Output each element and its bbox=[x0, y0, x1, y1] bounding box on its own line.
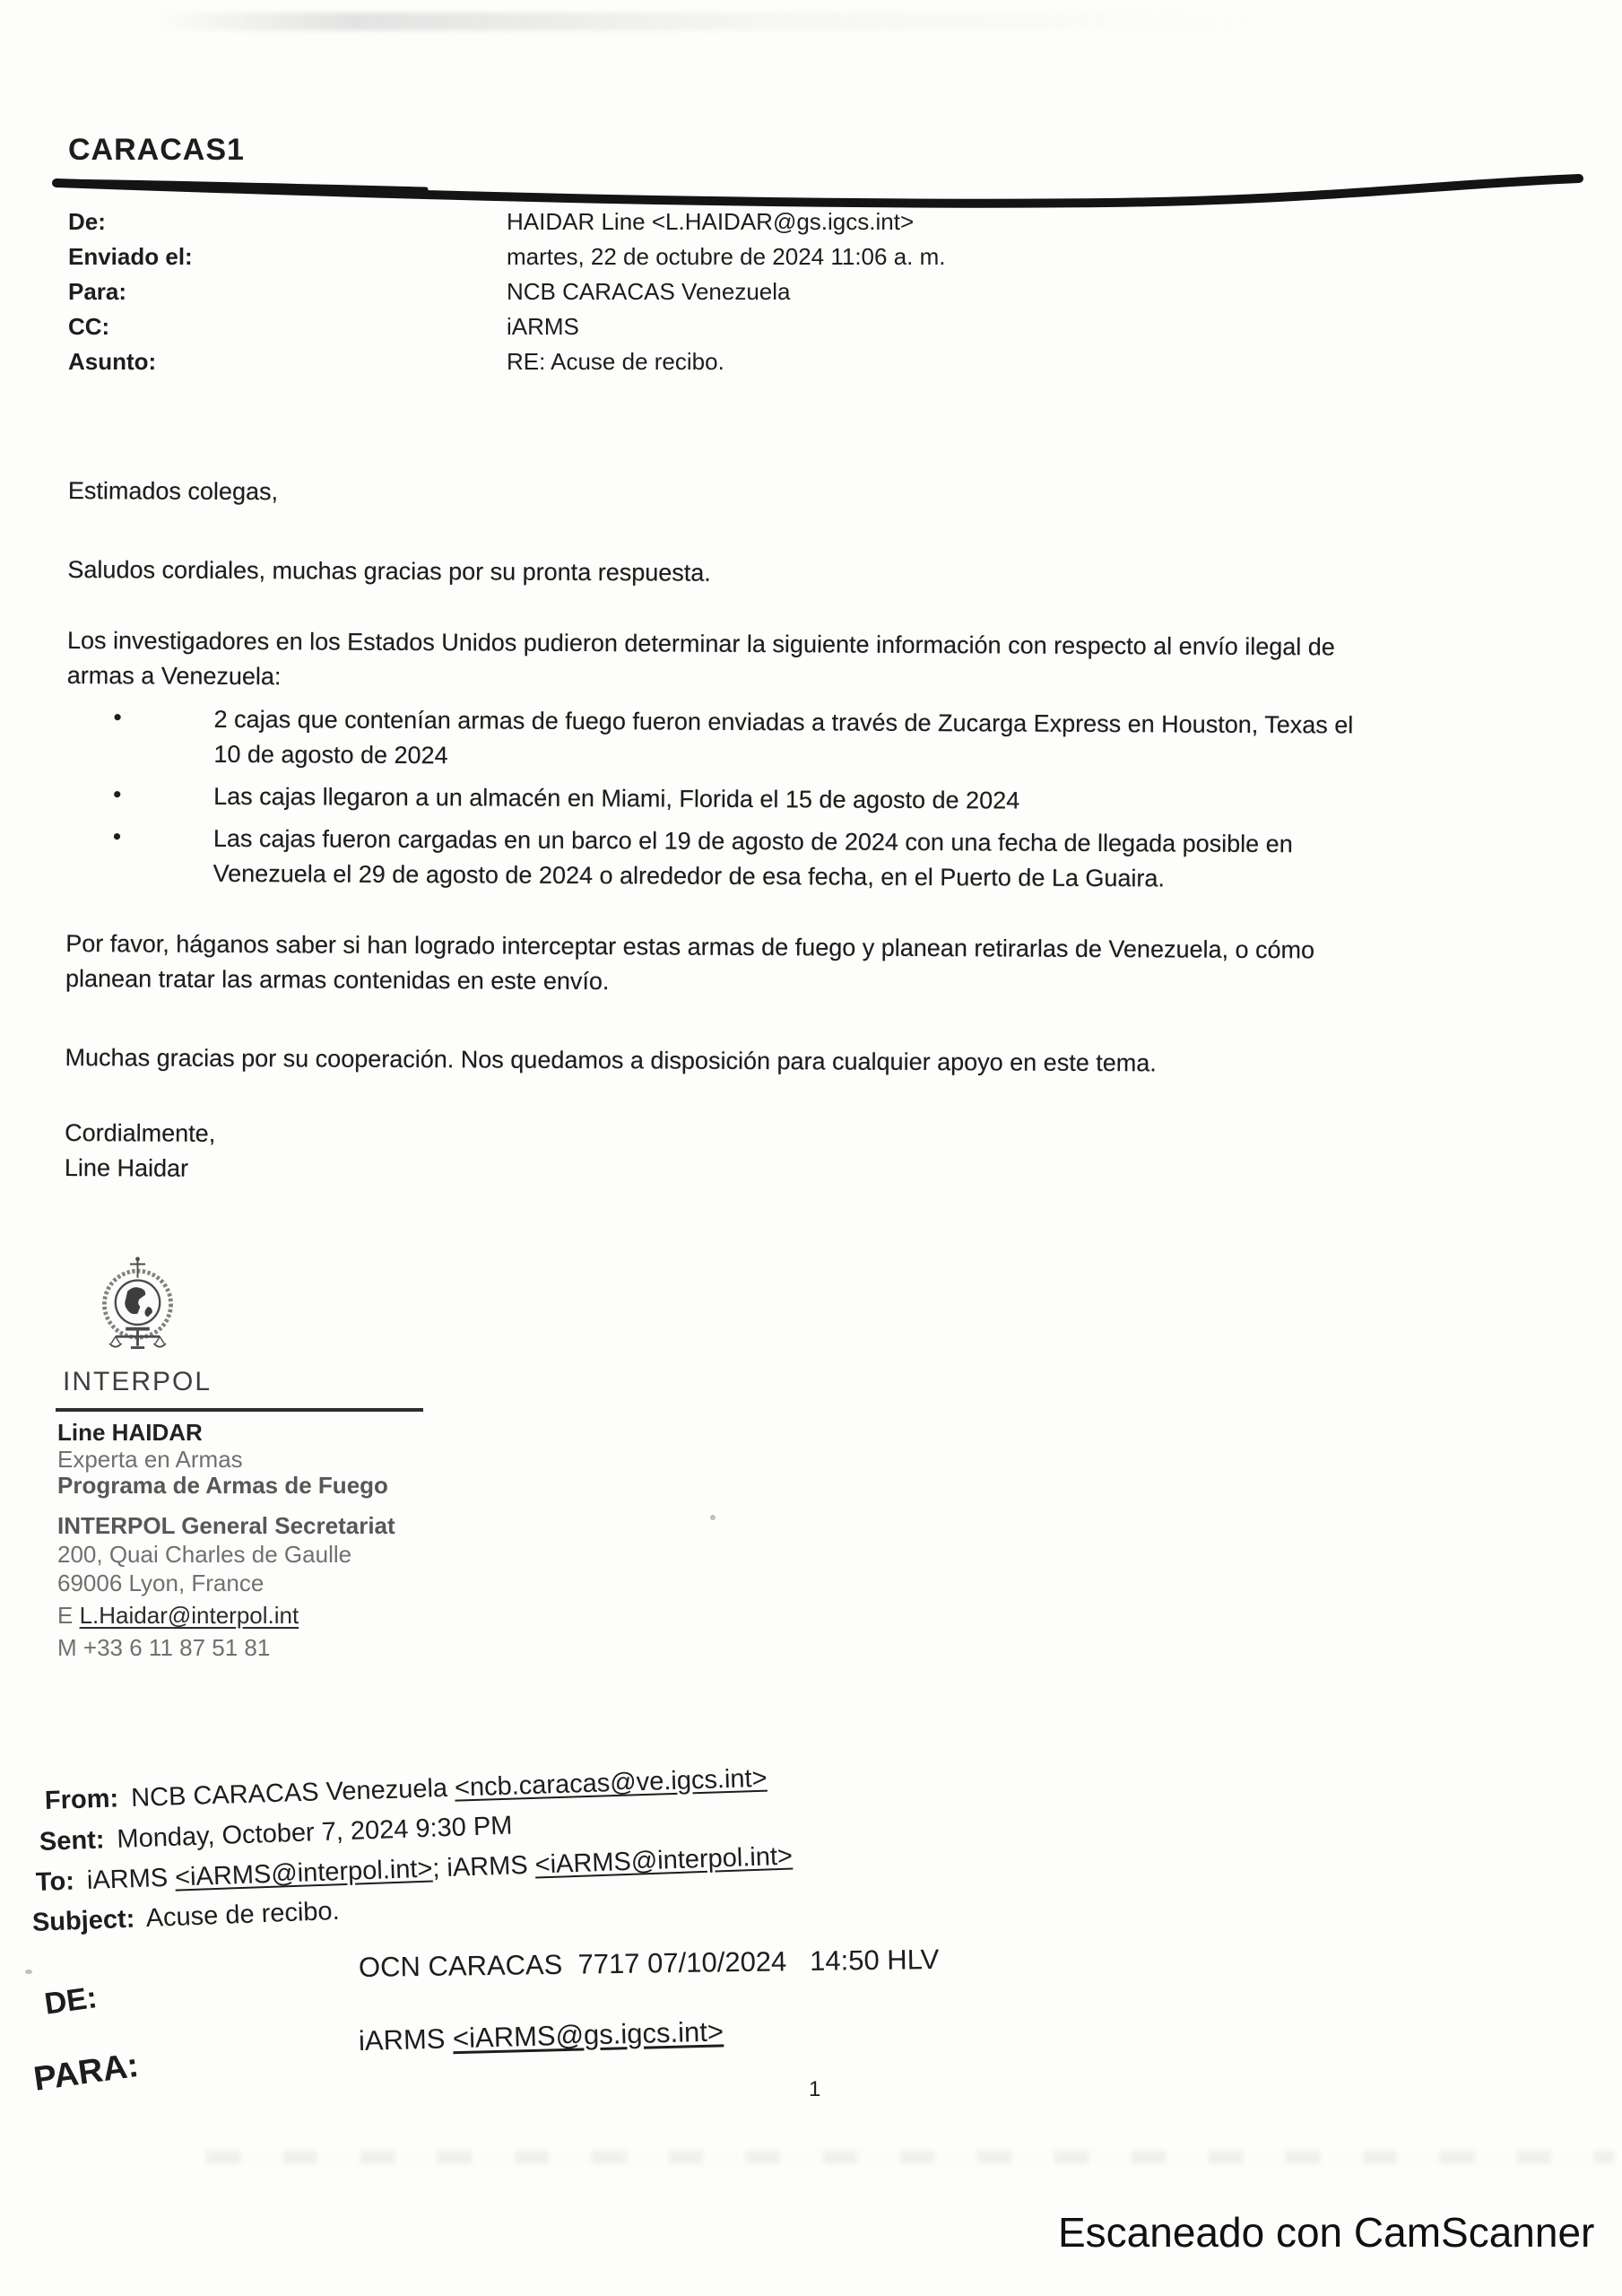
bullet-marker: • bbox=[112, 822, 122, 850]
quoted-to-email2: <iARMS@interpol.int> bbox=[534, 1841, 794, 1880]
signature-address1: 200, Quai Charles de Gaulle bbox=[57, 1541, 352, 1568]
header-label-para: Para: bbox=[68, 278, 127, 305]
quoted-from-email: <ncb.caracas@ve.igcs.int> bbox=[454, 1763, 768, 1803]
camscanner-watermark: Escaneado con CamScanner bbox=[1058, 2209, 1595, 2256]
quoted-sent-value: Monday, October 7, 2024 9:30 PM bbox=[116, 1811, 513, 1854]
para-label: PARA: bbox=[31, 2046, 142, 2099]
header-label-cc: CC: bbox=[68, 313, 110, 340]
header-label-enviado: Enviado el: bbox=[68, 243, 193, 270]
signature-name: Line HAIDAR bbox=[57, 1419, 203, 1446]
paragraph-request-line2: planean tratar las armas contenidas en este envío. bbox=[65, 964, 610, 996]
paragraph-intro-line2: armas a Venezuela: bbox=[66, 661, 282, 691]
bullet2-line1: Las cajas llegaron a un almacén en Miami, Florida el 15 de agosto de 2024 bbox=[213, 782, 1020, 814]
quoted-from-label: From: bbox=[44, 1784, 119, 1815]
bullet3-line1: Las cajas fueron cargadas en un barco el 19 de agosto de 2024 con una fecha de llegada posible en bbox=[213, 824, 1293, 858]
interpol-emblem-icon bbox=[95, 1254, 180, 1360]
quoted-subject-label: Subject: bbox=[31, 1904, 135, 1937]
header-value-de: HAIDAR Line <L.HAIDAR@gs.igcs.int> bbox=[507, 208, 915, 235]
bullet1-line2: 10 de agosto de 2024 bbox=[213, 740, 448, 770]
de-label: DE: bbox=[42, 1980, 100, 2022]
signature-program: Programa de Armas de Fuego bbox=[57, 1472, 388, 1499]
bullet-marker: • bbox=[113, 780, 122, 808]
iarms-address-line bbox=[359, 2015, 724, 2057]
header-label-de: De: bbox=[68, 208, 106, 235]
iarms-name: iARMS bbox=[358, 2022, 446, 2057]
header-value-enviado: martes, 22 de octubre de 2024 11:06 a. m. bbox=[507, 243, 946, 270]
quoted-to-separator: ; bbox=[431, 1854, 440, 1883]
quoted-from-name: NCB CARACAS Venezuela bbox=[130, 1773, 448, 1813]
page-number: 1 bbox=[809, 2077, 821, 2101]
paragraph-thanks: Saludos cordiales, muchas gracias por su pronta respuesta. bbox=[67, 555, 711, 587]
signature-org: INTERPOL General Secretariat bbox=[57, 1512, 395, 1539]
quoted-to-label: To: bbox=[35, 1866, 75, 1897]
header-label-asunto: Asunto: bbox=[68, 348, 157, 375]
header-value-para: NCB CARACAS Venezuela bbox=[507, 278, 791, 305]
valediction: Cordialmente, bbox=[65, 1118, 216, 1147]
interpol-wordmark: INTERPOL bbox=[63, 1367, 213, 1396]
scan-artifact-bottom-noise bbox=[206, 2151, 1614, 2164]
quoted-subject-value: Acuse de recibo. bbox=[145, 1896, 341, 1934]
header-value-asunto: RE: Acuse de recibo. bbox=[507, 348, 724, 375]
signature-email-link: L.Haidar@interpol.int bbox=[79, 1602, 299, 1629]
bullet1-line1: 2 cajas que contenían armas de fuego fueron enviadas a través de Zucarga Express en Houston, Texas el bbox=[213, 705, 1354, 739]
signature-title: Experta en Armas bbox=[57, 1446, 243, 1473]
paragraph-request-line1: Por favor, háganos saber si han logrado interceptar estas armas de fuego y planean retirarlas de Venezuela, o cómo bbox=[65, 929, 1315, 964]
quoted-subject-line bbox=[31, 1897, 340, 1938]
iarms-email: <iARMS@gs.igcs.int> bbox=[452, 2015, 724, 2055]
greeting: Estimados colegas, bbox=[67, 477, 279, 506]
paragraph-intro-line1: Los investigadores en los Estados Unidos pudieron determinar la siguiente información con respecto al envío ilegal de bbox=[66, 626, 1335, 661]
paragraph-closing: Muchas gracias por su cooperación. Nos quedamos a disposición para cualquier apoyo en este tema. bbox=[65, 1043, 1157, 1077]
quoted-sent-line bbox=[39, 1812, 513, 1857]
header-value-cc: iARMS bbox=[507, 313, 579, 340]
signature-address2: 69006 Lyon, France bbox=[57, 1570, 265, 1596]
ocn-reference-line: OCN CARACAS 7717 07/10/2024 14:50 HLV bbox=[358, 1943, 940, 1983]
signature-email-line bbox=[57, 1602, 299, 1630]
signature-phone-line bbox=[57, 1634, 270, 1662]
quoted-to-name2: iARMS bbox=[446, 1850, 529, 1883]
bullet-marker: • bbox=[113, 703, 122, 731]
bullet3-line2: Venezuela el 29 de agosto de 2024 o alrededor de esa fecha, en el Puerto de La Guaira. bbox=[213, 859, 1166, 892]
signature-divider bbox=[56, 1408, 423, 1412]
scan-speck bbox=[25, 1970, 32, 1974]
quoted-sent-label: Sent: bbox=[39, 1825, 105, 1857]
sender-name: Line Haidar bbox=[64, 1153, 189, 1182]
scan-speck bbox=[710, 1515, 716, 1520]
email-prefix-label: E bbox=[57, 1602, 74, 1629]
quoted-from-line bbox=[44, 1764, 768, 1816]
signature-phone-number: +33 6 11 87 51 81 bbox=[82, 1634, 271, 1661]
quoted-to-name1: iARMS bbox=[86, 1863, 169, 1896]
page-title: CARACAS1 bbox=[68, 133, 245, 167]
phone-prefix-label: M bbox=[57, 1634, 77, 1661]
quoted-to-email1: <iARMS@interpol.int> bbox=[174, 1854, 433, 1892]
